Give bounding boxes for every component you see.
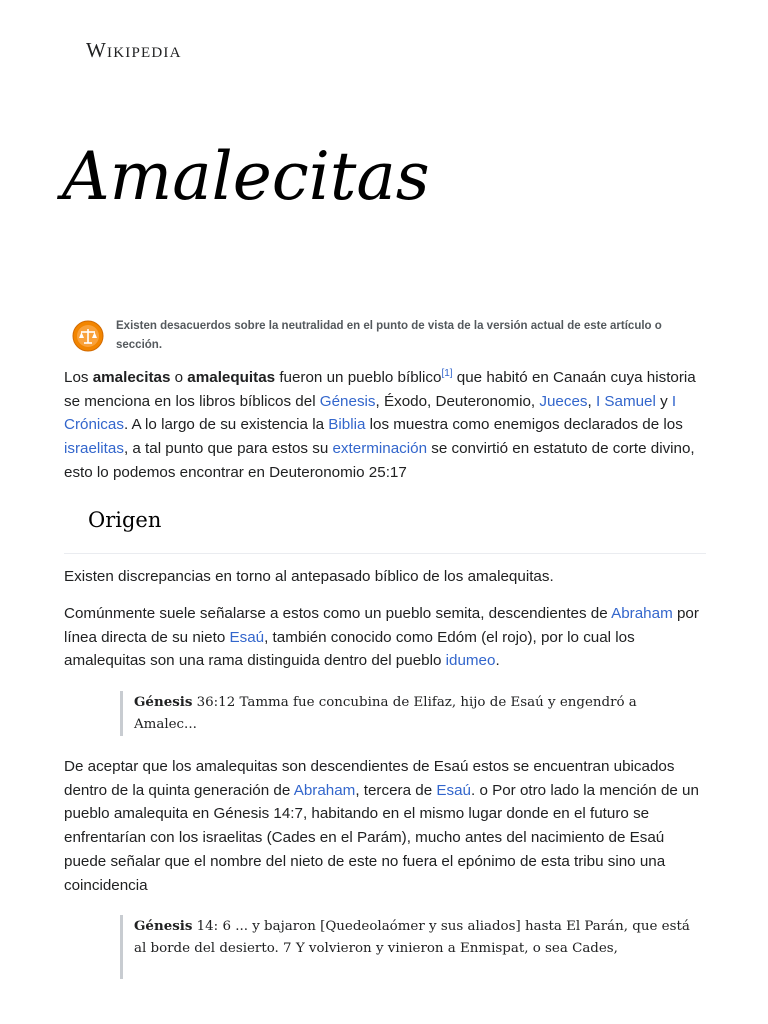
bold-term: amalecitas (92, 369, 171, 386)
text: , (427, 392, 436, 410)
section-heading-origen: Origen (88, 508, 162, 532)
quote-source: Génesis (134, 694, 193, 710)
text: los muestra como enemigos declarados de los (365, 416, 683, 434)
text: por línea directa de su nieto (64, 605, 699, 646)
link-esau[interactable]: Esaú (229, 628, 265, 646)
text-deuteronomio: Deuteronomio (269, 463, 365, 481)
quote-text: 36:12 Tamma fue concubina de Elifaz, hijo de Esaú y engendró a Amalec... (134, 695, 637, 732)
text: o (170, 369, 188, 386)
text: , (587, 392, 596, 410)
link-genesis[interactable]: Génesis (319, 392, 376, 410)
text: Comúnmente suele señalarse a estos como un pueblo semita, descendientes de (64, 605, 612, 622)
text: . (495, 652, 500, 670)
intro-paragraph (64, 366, 714, 485)
link-idumeo[interactable]: idumeo (445, 652, 496, 670)
quote-text: 14: 6 ... y bajaron [Quedeolaómer y sus aliados] hasta El Parán, que está al borde del desierto. 7 Y volvieron y vinieron a Enmispat, o sea Cades, (134, 919, 690, 956)
wikipedia-wordmark[interactable]: Wikipedia (86, 38, 182, 62)
text: fueron un pueblo bíblico (275, 369, 442, 386)
link-abraham[interactable]: Abraham (611, 605, 673, 622)
paragraph (64, 602, 704, 673)
paragraph (64, 755, 704, 897)
text: se convirtió en estatuto de corte divino, esto lo podemos encontrar en (64, 440, 695, 481)
link-jueces[interactable]: Jueces (539, 392, 588, 410)
link-cronicas[interactable]: I Crónicas (64, 392, 677, 434)
neutrality-notice (64, 314, 706, 358)
scales-icon (72, 320, 102, 350)
text: Los (64, 369, 93, 386)
text-exodo: Éxodo (383, 392, 428, 410)
section-divider (64, 553, 706, 554)
blockquote (120, 691, 694, 736)
text: , a tal punto que para estos su (123, 440, 333, 458)
text-deuteronomio: Deuteronomio (435, 392, 531, 410)
text: , (530, 392, 540, 410)
text: . o Por otro lado la mención de un pueblo amalequita en Génesis 14:7, habitando en el mismo lugar donde en el futuro se enfrentarían con los israelitas (Cades en el Parám), mucho antes del nacimiento de Esaú puede señalar que el nombre del nieto de este no fuera el epónimo de esta tribu sino una coincidencia (64, 781, 699, 894)
text: , tercera de (355, 781, 437, 799)
bold-term: amalequitas (187, 369, 276, 386)
text: . A lo largo de su existencia la (123, 416, 329, 434)
link-samuel[interactable]: I Samuel (595, 392, 656, 410)
text: De aceptar que los amalequitas son descendientes de Esaú estos se encuentran ubicados dentro de la quinta generación de (64, 758, 675, 799)
page-title: Amalecitas (62, 138, 430, 215)
blockquote (120, 915, 694, 979)
notice-text: Existen desacuerdos sobre la neutralidad en el punto de vista de la versión actual de este artículo o sección. (116, 320, 662, 351)
paragraph: Existen discrepancias en torno al antepasado bíblico de los amalequitas. (64, 568, 554, 585)
link-israelitas[interactable]: israelitas (64, 440, 124, 458)
text: 25:17 (364, 463, 407, 481)
text: , (375, 392, 384, 410)
text: y (655, 392, 672, 410)
link-exterminacion[interactable]: exterminación (332, 440, 428, 458)
text: que habitó en Canaán cuya historia se menciona en los libros bíblicos del (64, 369, 696, 410)
quote-source: Génesis (134, 918, 193, 934)
link-esau[interactable]: Esaú (436, 781, 471, 799)
link-biblia[interactable]: Biblia (328, 416, 366, 434)
link-abraham[interactable]: Abraham (293, 781, 356, 799)
text: , también conocido como Edóm (el rojo), por lo cual los amalequitas son una rama distinguida dentro del pueblo (64, 628, 635, 670)
reference-link[interactable]: [1] (441, 368, 453, 379)
